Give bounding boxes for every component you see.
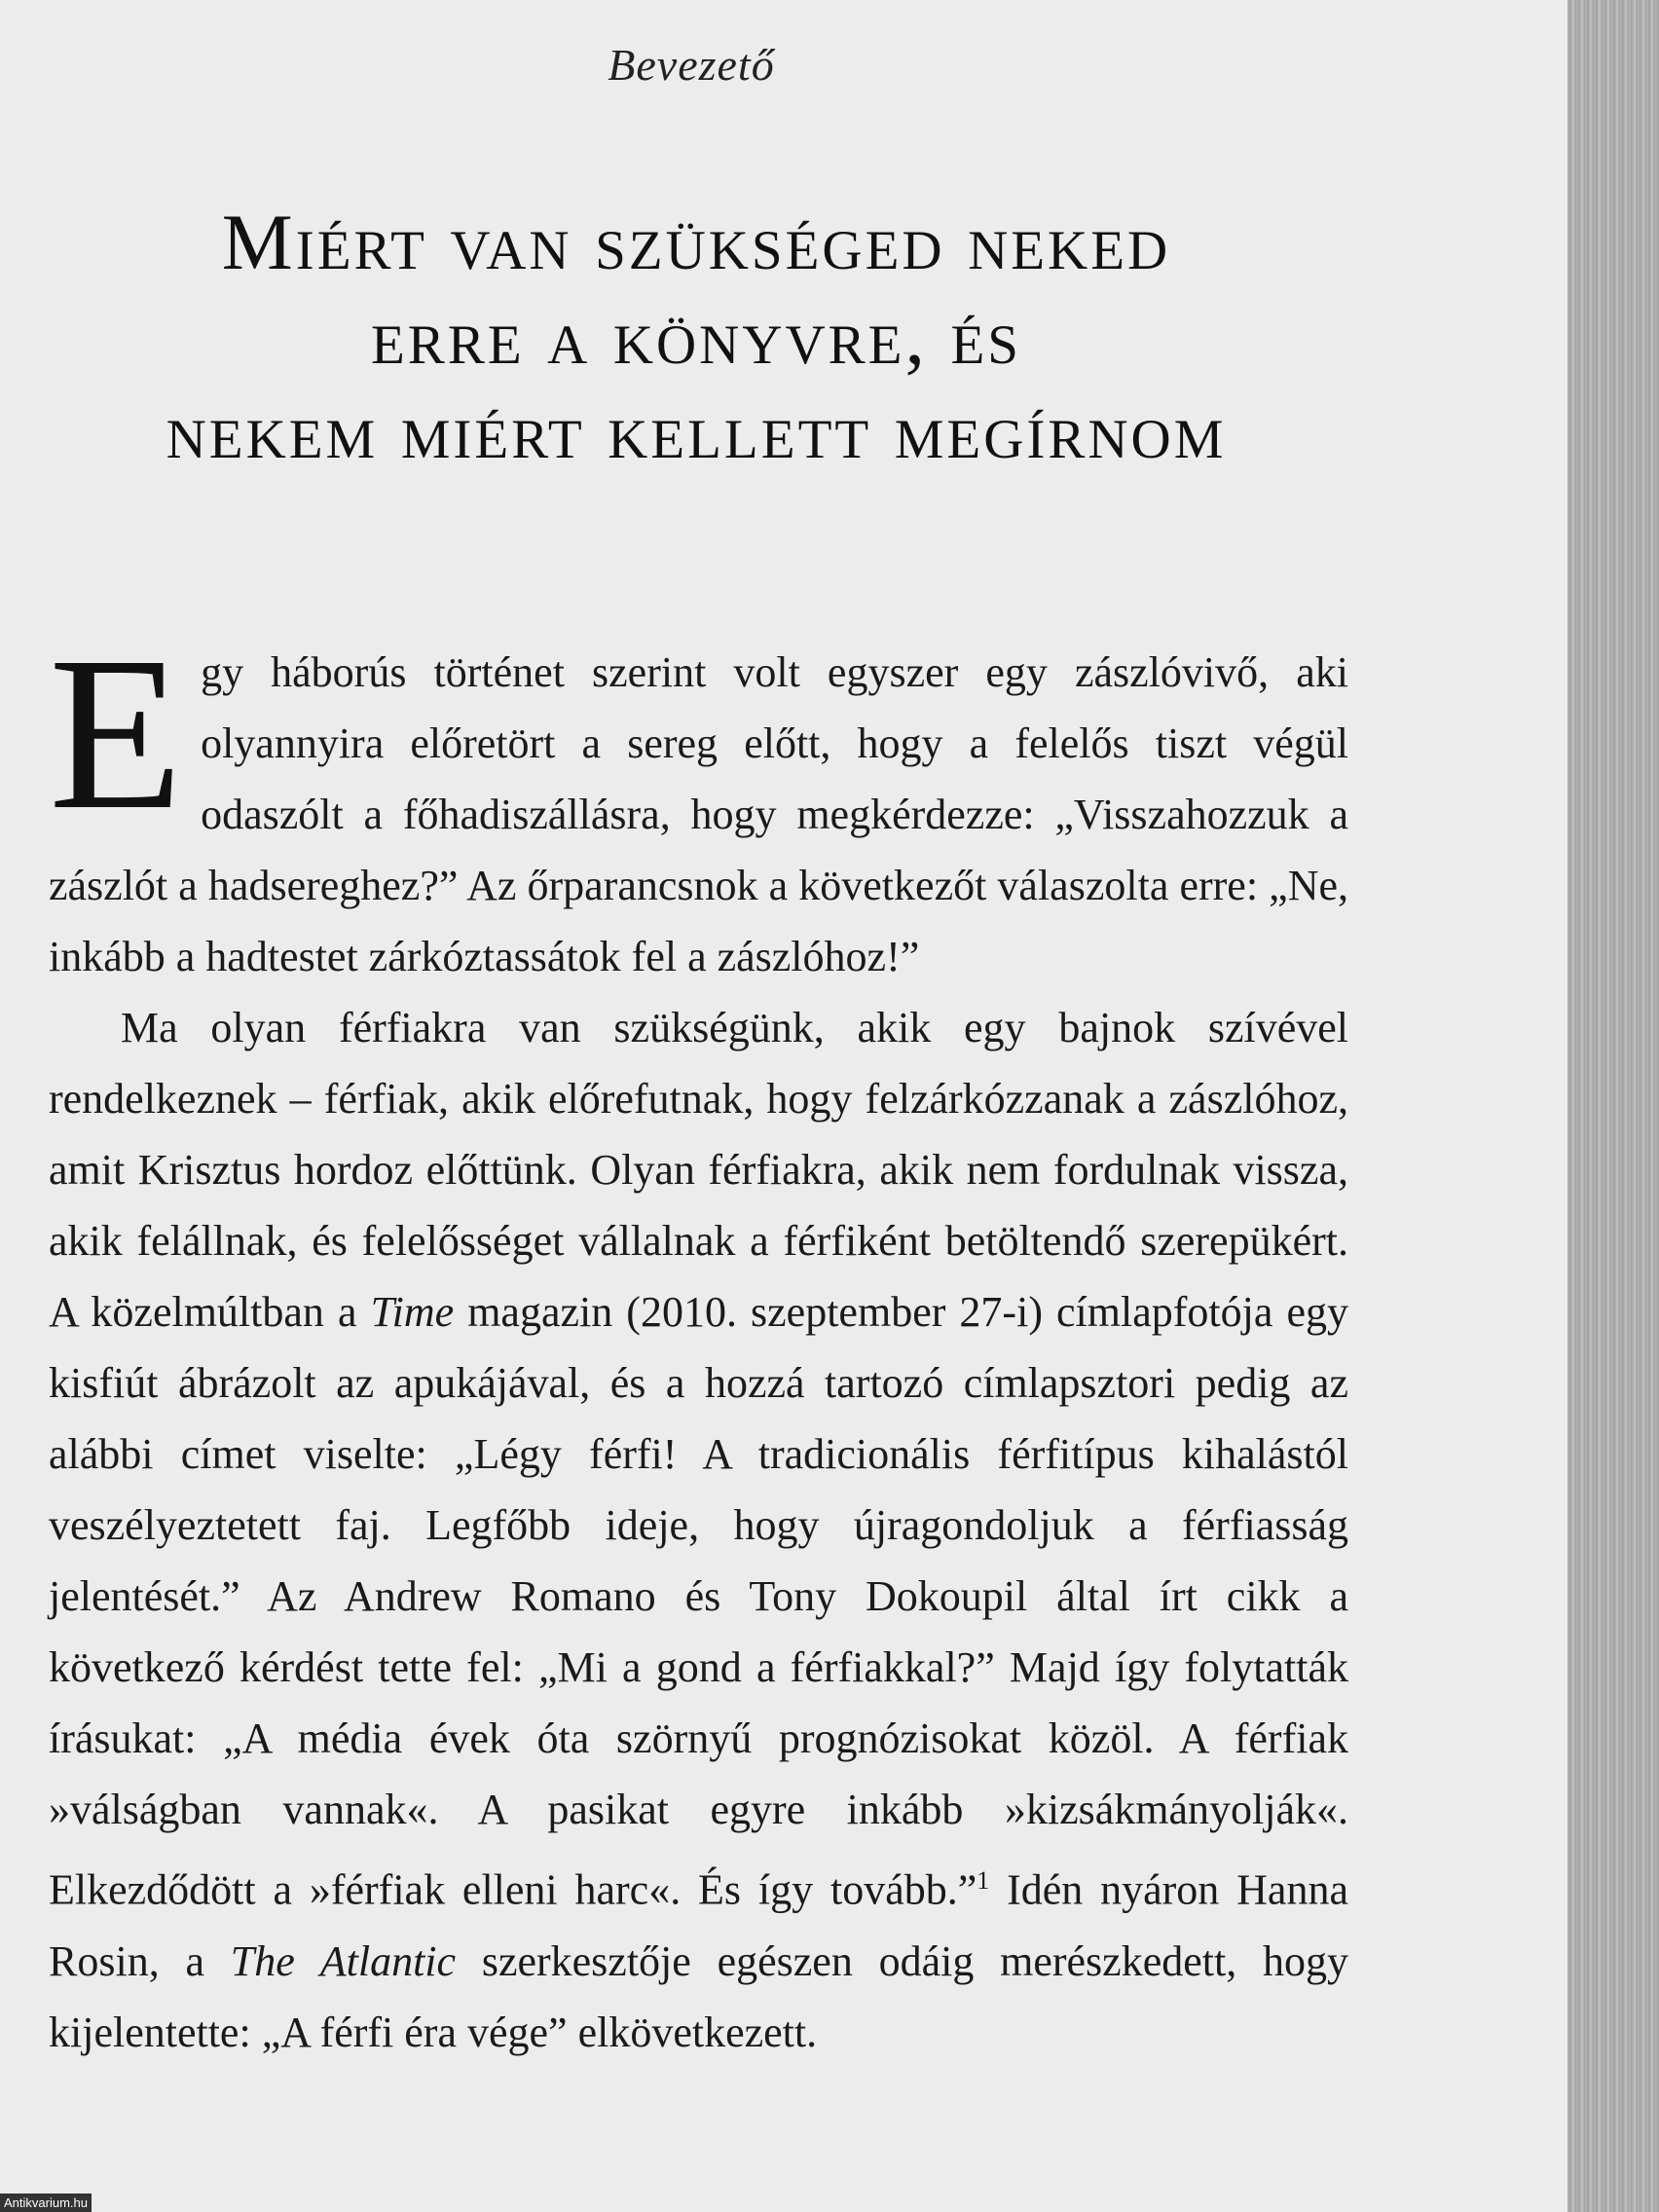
drop-cap: E (49, 611, 184, 855)
paragraph-2 (49, 992, 1348, 2068)
magazine-title-atlantic: The Atlantic (230, 1936, 457, 1985)
paragraph-2-text-c: Idén nyáron Hanna Rosin, a (49, 1865, 1348, 1985)
paragraph-2-text-d: szerkesztője egészen odáig merészkedett, hogy kijelentette: „A férfi éra vége” elkövetkezett. (49, 1936, 1348, 2056)
chapter-title (39, 195, 1353, 478)
title-line-3: nekem miért kellett megírnom (166, 387, 1227, 475)
running-head: Bevezető (608, 40, 775, 90)
paragraph-1-text: gy háborús történet szerint volt egyszer egy zászlóvivő, aki olyannyira előretört a sereg előtt, hogy a felelős tiszt végül odaszólt a főhadiszállásra, hogy megkérdezze: „Visszahozzuk a zászlót a hadsereghez?” Az őrparancsnok a következőt válaszolta erre: „Ne, inkább a hadtestet zárkóztassátok fel a zászlóhoz!” (49, 648, 1348, 980)
page-stack-edge (1567, 0, 1659, 2212)
footnote-marker[interactable]: 1 (977, 1866, 990, 1895)
paragraph-2-text-b: magazin (2010. szeptember 27-i) címlapfotója egy kisfiút ábrázolt az apukájával, és a hozzá tartozó címlapsztori pedig az alábbi címet viselte: „Légy férfi! A tradicionális férfitípus kihalástól veszélyeztetett faj. Legfőbb ideje, hogy újragondoljuk a férfiasság jelentését.” Az Andrew Romano és Tony Dokoupil által írt cikk a következő kérdést tette fel: „Mi a gond a férfiakkal?” Majd így folytatták írásukat: „A média évek óta szörnyű prognózisokat közöl. A férfiak »válságban vannak«. A pasikat egyre inkább »kizsákmányolják«. Elkezdődött a »férfiak elleni harc«. És így tovább.” (49, 1288, 1348, 1914)
magazine-title-time: Time (370, 1288, 455, 1336)
watermark: Antikvarium.hu (0, 2194, 92, 2212)
paragraph-2-text-a: Ma olyan férfiakra van szükségünk, akik egy bajnok szívével rendelkeznek – férfiak, akik előrefutnak, hogy felzárkózzanak a zászlóhoz, amit Krisztus hordoz előttünk. Olyan férfiakra, akik nem fordulnak vissza, akik felállnak, és felelősséget vállalnak a férfiként betöltendő szerepükért. A közelmúltban a (49, 1004, 1348, 1336)
paragraph-1 (49, 611, 1348, 992)
title-line-1: Miért van szükséged neked (221, 198, 1171, 286)
title-line-2: erre a könyvre, és (370, 292, 1021, 381)
body-text (49, 611, 1348, 2068)
